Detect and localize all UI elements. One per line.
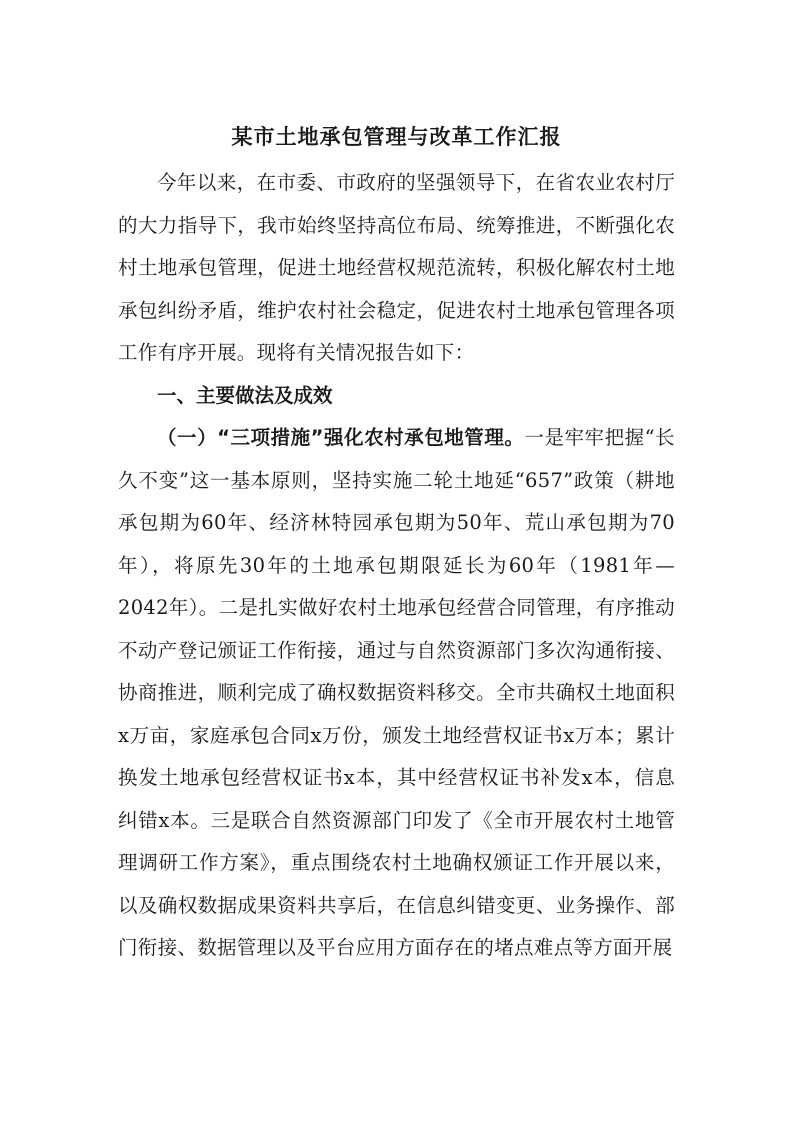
subsection-paragraph [118,417,675,970]
document-title: 某市土地承包管理与改革工作汇报 [231,125,562,149]
intro-paragraph: 今年以来，在市委、市政府的坚强领导下，在省农业农村厅的大力指导下，我市始终坚持高位布局、统筹推进，不断强化农村土地承包管理，促进土地经营权规范流转，积极化解农村土地承包纠纷矛盾，维护农村社会稳定，促进农村土地承包管理各项工作有序开展。现将有关情况报告如下： [118,171,675,364]
subsection-lead: （一）“三项措施”强化农村承包地管理。 [157,426,525,449]
subsection-body: 一是牢牢把握“长久不变”这一基本原则，坚持实施二轮土地延“657”政策（耕地承包期为60年、经济林特园承包期为50年、荒山承包期为70年），将原先30年的土地承包期限延长为60年（1981年—2042年）。二是扎实做好农村土地承包经营合同管理，有序推动不动产登记颁证工作衔接，通过与自然资源部门多次沟通衔接、协商推进，顺利完成了确权数据资料移交。全市共确权土地面积x万亩，家庭承包合同x万份，颁发土地经营权证书x万本；累计换发土地承包经营权证书x本，其中经营权证书补发x本，信息纠错x本。三是联合自然资源部门印发了《全市开展农村土地管理调研工作方案》，重点围绕农村土地确权颁证工作开展以来，以及确权数据成果资料共享后，在信息纠错变更、业务操作、部门衔接、数据管理以及平台应用方面存在的堵点难点等方面开展 [118,426,675,959]
section-heading: 一、主要做法及成效 [157,383,333,407]
